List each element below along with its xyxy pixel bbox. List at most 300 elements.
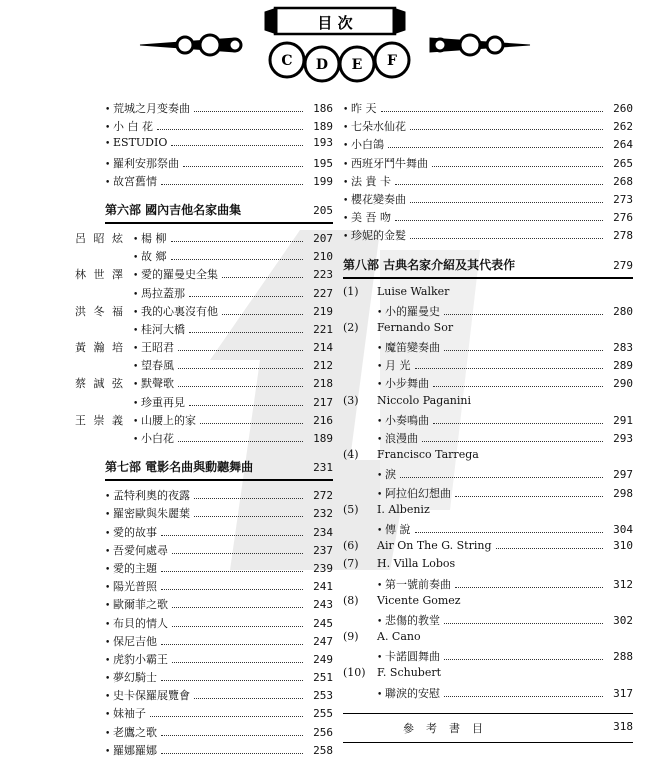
toc-entry[interactable] [105,578,333,596]
entry-title: 歐爾菲之歌 [113,598,168,612]
dot-leader [410,238,603,239]
entry-page: 189 [313,120,333,134]
bullet-icon: • [377,525,383,536]
toc-entry[interactable] [343,466,633,484]
section-page: 231 [313,461,333,475]
entry-page: 195 [313,156,333,170]
toc-entry[interactable] [105,705,333,723]
entry-title: 虎豹小霸王 [113,652,168,666]
entry-page: 189 [313,432,333,445]
dot-leader [161,535,303,536]
toc-entry[interactable] [343,303,633,321]
composer-heading[interactable] [343,285,633,303]
entry-title: 浪漫曲 [385,432,418,445]
bullet-icon: • [133,253,139,264]
entry-page: 276 [613,211,633,225]
toc-entry[interactable] [105,412,333,430]
entry-page: 199 [313,174,333,188]
toc-entry[interactable] [105,596,333,614]
toc-entry[interactable] [105,560,333,578]
bullet-icon: • [377,489,383,500]
dot-leader [415,368,604,369]
toc-entry[interactable] [105,524,333,542]
entry-page: 268 [613,174,633,188]
composer-name: 林 世 澤 [75,268,125,282]
entry-title: 妹袖子 [113,707,146,721]
entry-title: 王昭君 [141,341,174,355]
entry-title: 老鷹之歌 [113,725,157,739]
reference-page: 318 [613,719,633,733]
toc-entry[interactable] [105,542,333,560]
entry-page: 251 [313,671,333,685]
composer-name: H. Villa Lobos [377,557,456,571]
toc-entry[interactable] [343,100,633,118]
entry-title: 美 吾 吻 [351,211,391,225]
dot-leader [183,166,303,167]
entry-title: 孟特利奧的夜露 [113,489,190,503]
composer-heading[interactable] [343,539,633,557]
toc-entry[interactable] [343,430,633,448]
toc-entry[interactable] [343,685,633,703]
dot-leader [381,111,604,112]
toc-entry[interactable] [105,394,333,412]
entry-title: ESTUDIO [113,136,168,150]
dot-leader [433,423,603,424]
entry-title: 珍妮的金髮 [351,229,406,243]
toc-entry[interactable] [105,375,333,393]
entry-page: 312 [613,577,633,591]
composer-name: Fernando Sor [377,320,454,334]
entry-page: 256 [313,725,333,739]
entry-page: 234 [313,525,333,539]
composer-name: I. Albeniz [377,502,430,516]
toc-entry[interactable] [105,339,333,357]
bullet-icon: • [343,105,349,115]
entry-title: 聯淚的安慰 [385,686,440,700]
composer-name: Air On The G. String [377,539,492,553]
bullet-icon: • [105,692,111,703]
entry-title: 羅密歐與朱麗葉 [113,507,190,521]
toc-entry[interactable] [343,375,633,393]
bullet-icon: • [105,710,111,721]
entry-title: 荒城之月变奏曲 [113,102,190,115]
entry-page: 280 [613,304,633,318]
bullet-icon: • [105,546,111,557]
toc-entry[interactable] [105,430,333,448]
dot-leader [496,548,604,549]
entry-page: 227 [313,286,333,300]
dot-leader [189,296,303,297]
toc-entry[interactable] [105,266,333,284]
dot-leader [200,423,303,424]
toc-entry[interactable] [343,485,633,503]
toc-entry[interactable] [343,339,633,357]
composer-group [75,375,333,411]
bullet-icon: • [133,380,139,391]
reference-row[interactable] [343,713,633,743]
dot-leader [178,386,303,387]
composer-heading[interactable] [343,394,633,412]
toc-entry[interactable] [343,173,633,191]
entry-title: 卡諾圓舞曲 [385,650,440,664]
bullet-icon: • [105,492,111,503]
bullet-icon: • [377,435,383,445]
bullet-icon: • [377,344,383,355]
entry-page: 193 [313,136,333,150]
composer-number: (1) [343,284,359,298]
entry-page: 223 [313,268,333,282]
composer-heading[interactable] [343,321,633,339]
entry-page: 186 [313,102,333,115]
entry-title: 小白花 [141,432,174,445]
entry-title: 小的羅曼史 [385,304,440,318]
entry-page: 210 [313,250,333,264]
entry-page: 302 [613,613,633,627]
bullet-icon: • [133,325,139,336]
entry-title: 櫻花變奏曲 [351,192,406,206]
composer-name: 洪 冬 福 [75,304,125,318]
toc-entry[interactable] [343,612,633,630]
bullet-icon: • [343,195,349,206]
entry-title: 羅利安那祭曲 [113,156,179,170]
entry-page: 291 [613,413,633,427]
composer-name: 蔡 誠 弦 [75,377,125,391]
dot-leader [172,626,303,627]
entry-title: 吾愛何處尋 [113,543,168,557]
toc-entry[interactable] [105,155,333,173]
toc-entry[interactable] [343,357,633,375]
bullet-icon: • [377,471,383,482]
bullet-icon: • [377,653,383,664]
toc-entry[interactable] [105,742,333,760]
dot-leader [194,498,303,499]
composer-name: Niccolo Paganini [377,393,471,407]
toc-entry[interactable] [343,209,633,227]
toc-entry[interactable] [105,651,333,669]
dot-leader [444,623,603,624]
composer-number: (2) [343,320,359,334]
entry-page: 212 [313,359,333,373]
entry-title: 桂河大橋 [141,322,185,336]
composer-heading[interactable] [343,503,633,521]
composer-name: Vicente Gomez [377,593,461,607]
dot-leader [161,589,303,590]
dot-leader [444,350,603,351]
bullet-icon: • [343,214,349,225]
dot-leader [157,129,303,130]
entry-title: 魔笛變奏曲 [385,341,440,355]
entry-page: 298 [613,486,633,500]
bullet-icon: • [377,307,383,318]
dot-leader [161,644,303,645]
composer-number: (5) [343,502,359,516]
bullet-icon: • [133,307,139,318]
entry-title: 楊 柳 [141,231,167,245]
bullet-icon: • [105,159,111,170]
entry-title: 默聲歌 [141,377,174,391]
bullet-icon: • [377,362,383,373]
entry-title: 法 貴 卡 [351,174,391,188]
composer-number: (3) [343,393,359,407]
toc-entry[interactable] [105,487,333,505]
toc-entry[interactable] [343,521,633,539]
entry-title: 小奏鳴曲 [385,413,429,427]
toc-entry[interactable] [343,576,633,594]
entry-title: 小 白 花 [113,120,153,134]
composer-name: Luise Walker [377,284,450,298]
section-title: 第八部 古典名家介紹及其代表作 [343,257,516,272]
entry-title: 馬拉蓋那 [141,286,185,300]
entry-title: 望春風 [141,359,174,373]
composer-group [75,339,333,375]
header-ornament [0,0,665,95]
entry-title: 故 鄉 [141,250,167,264]
entry-page: 239 [313,561,333,575]
composer-name: Francisco Tarrega [377,448,479,462]
entry-title: 愛的故事 [113,525,157,539]
bullet-icon: • [105,123,111,134]
bullet-icon: • [133,435,139,445]
bullet-icon: • [105,510,111,521]
section-heading[interactable] [105,195,333,224]
medallion-label-4: F [387,53,397,69]
composer-name: 王 崇 義 [75,413,125,427]
entry-title: 愛的主題 [113,561,157,575]
composer-group [75,412,333,448]
toc-entry[interactable] [105,615,333,633]
entry-title: 小白鴿 [351,138,384,152]
entry-page: 265 [613,156,633,170]
entry-title: 傳 說 [385,522,411,536]
bullet-icon: • [343,159,349,170]
composer-name: A. Cano [377,630,421,644]
medallion-label-1: C [281,53,293,69]
bullet-icon: • [377,416,383,427]
dot-leader [178,350,303,351]
dot-leader [194,111,303,112]
entry-page: 290 [613,377,633,391]
entry-page: 216 [313,413,333,427]
toc-entry[interactable] [343,155,633,173]
composer-group [75,266,333,302]
toc-entry[interactable] [105,357,333,375]
entry-page: 243 [313,598,333,612]
entry-page: 258 [313,743,333,757]
dot-leader [189,332,303,333]
medallion-label-3: E [351,57,363,73]
bullet-icon: • [133,234,139,245]
dot-leader [161,753,303,754]
entry-title: 月 光 [385,359,411,373]
toc-entry[interactable] [343,136,633,154]
entry-title: 昨 天 [351,102,377,115]
bullet-icon: • [377,380,383,391]
dot-leader [194,516,303,517]
bullet-icon: • [343,232,349,243]
dot-leader [455,496,603,497]
dot-leader [171,145,303,146]
dot-leader [395,184,603,185]
toc-entry[interactable] [343,412,633,430]
entry-page: 237 [313,543,333,557]
dot-leader [410,202,603,203]
entry-title: 悲傷的教堂 [385,613,440,627]
entry-title: 史卡保羅展覽會 [113,689,190,703]
bullet-icon: • [377,689,383,700]
bullet-icon: • [105,105,111,115]
entry-title: 第一號前奏曲 [385,577,451,591]
composer-number: (9) [343,630,359,644]
bullet-icon: • [377,616,383,627]
dot-leader [178,368,303,369]
entry-title: 山腰上的家 [141,413,196,427]
toc-entry[interactable] [105,505,333,523]
toc-entry[interactable] [105,303,333,321]
bullet-icon: • [105,601,111,612]
dot-leader [222,314,303,315]
composer-name: 呂 昭 炫 [75,231,125,245]
entry-title: 珍重再見 [141,395,185,409]
entry-page: 304 [613,522,633,536]
left-column [75,100,333,760]
entry-page: 297 [613,468,633,482]
composer-heading[interactable] [343,630,633,648]
toc-entry[interactable] [343,227,633,245]
composer-number: (7) [343,557,359,571]
entry-page: 207 [313,231,333,245]
dot-leader [172,607,303,608]
bullet-icon: • [133,398,139,409]
composer-group [75,303,333,339]
toc-entry[interactable] [105,687,333,705]
dot-leader [388,147,603,148]
toc-entry[interactable] [105,248,333,266]
toc-entry[interactable] [105,669,333,687]
dot-leader [395,220,603,221]
bullet-icon: • [105,674,111,685]
dot-leader [422,441,603,442]
toc-entry[interactable] [105,285,333,303]
composer-heading[interactable] [343,557,633,575]
entry-page: 289 [613,359,633,373]
composer-group [75,230,333,266]
section-heading[interactable] [343,250,633,279]
entry-page: 214 [313,341,333,355]
toc-entry[interactable] [343,191,633,209]
entry-page: 217 [313,395,333,409]
entry-page: 260 [613,102,633,115]
section-page: 279 [613,258,633,272]
composer-heading[interactable] [343,666,633,684]
dot-leader [222,277,303,278]
entry-title: 夢幻騎士 [113,671,157,685]
bullet-icon: • [133,271,139,282]
entry-title: 西班牙鬥牛舞曲 [351,156,428,170]
toc-entry[interactable] [105,724,333,742]
bullet-icon: • [105,746,111,757]
dot-leader [444,314,603,315]
entry-title: 我的心裏沒有他 [141,304,218,318]
dot-leader [161,184,303,185]
page-title: 目 次 [317,14,353,32]
entry-title: 故宮舊情 [113,174,157,188]
toc-entry[interactable] [105,100,333,118]
section-title: 第七部 電影名曲與動聽舞曲 [105,460,254,475]
toc-entry[interactable] [343,648,633,666]
bullet-icon: • [105,564,111,575]
entry-page: 310 [613,539,633,553]
dot-leader [172,553,303,554]
composer-heading[interactable] [343,594,633,612]
composer-heading[interactable] [343,448,633,466]
entry-title: 布貝的情人 [113,616,168,630]
entry-page: 278 [613,229,633,243]
composer-number: (8) [343,593,359,607]
bullet-icon: • [105,728,111,739]
bullet-icon: • [105,177,111,188]
entry-page: 288 [613,650,633,664]
composer-name: 黃 瀚 培 [75,341,125,355]
bullet-icon: • [105,583,111,594]
entry-page: 262 [613,120,633,134]
entry-page: 283 [613,341,633,355]
section-page: 205 [313,203,333,217]
right-column [343,100,633,743]
entry-page: 255 [313,707,333,721]
dot-leader [444,659,603,660]
bullet-icon: • [105,637,111,648]
dot-leader [444,696,603,697]
toc-entry[interactable] [343,118,633,136]
entry-page: 264 [613,138,633,152]
bullet-icon: • [343,123,349,134]
entry-page: 241 [313,580,333,594]
entry-page: 218 [313,377,333,391]
composer-name: F. Schubert [377,666,442,680]
dot-leader [415,532,604,533]
dot-leader [150,716,303,717]
entry-title: 七朵水仙花 [351,120,406,134]
toc-entry[interactable] [105,633,333,651]
entry-page: 232 [313,507,333,521]
entry-page: 249 [313,652,333,666]
composer-number: (10) [343,666,366,680]
entry-title: 小步舞曲 [385,377,429,391]
dot-leader [172,662,303,663]
bullet-icon: • [105,528,111,539]
dot-leader [455,587,603,588]
toc-entry[interactable] [105,173,333,191]
toc-entry[interactable] [105,118,333,136]
entry-page: 245 [313,616,333,630]
toc-entry[interactable] [105,230,333,248]
reference-title: 參考書目 [403,721,495,735]
entry-page: 272 [313,489,333,503]
bullet-icon: • [105,139,111,150]
dot-leader [161,571,303,572]
entry-page: 273 [613,192,633,206]
entry-page: 221 [313,322,333,336]
section-title: 第六部 國內吉他名家曲集 [105,202,242,217]
dot-leader [400,477,603,478]
entry-title: 淚 [385,468,396,482]
toc-entry[interactable] [105,136,333,154]
bullet-icon: • [377,580,383,591]
entry-title: 阿拉伯幻想曲 [385,486,451,500]
section-heading[interactable] [105,452,333,481]
toc-entry[interactable] [105,321,333,339]
entry-page: 317 [613,686,633,700]
